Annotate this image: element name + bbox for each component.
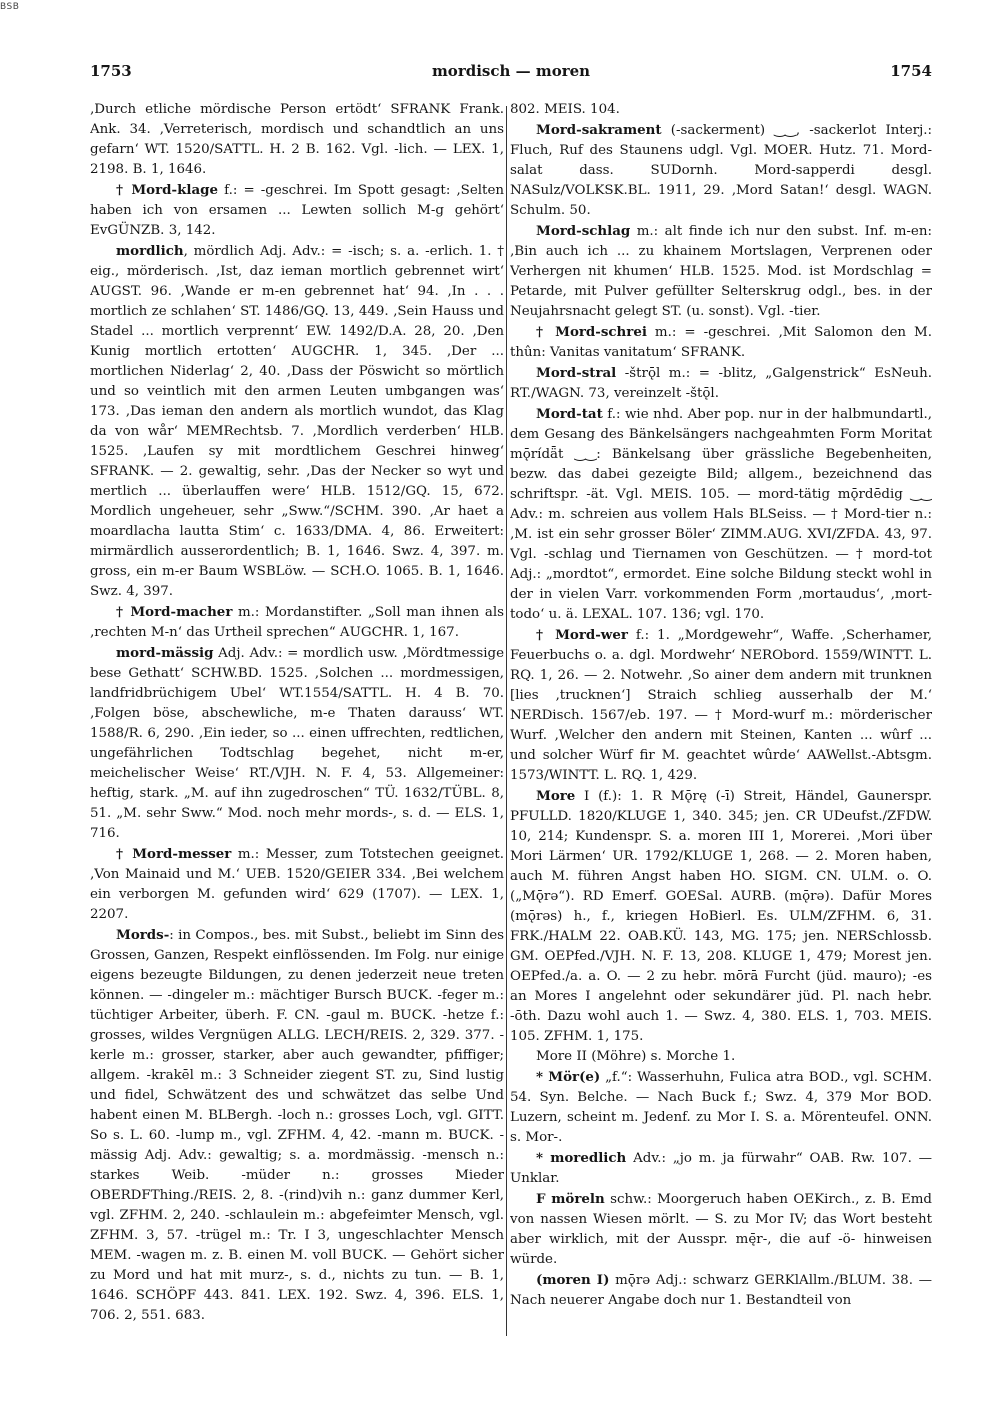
library-stamp: BSB (0, 2, 20, 12)
dictionary-entry (90, 844, 504, 925)
dictionary-entry (510, 1270, 932, 1311)
page-number-right: 1754 (890, 62, 932, 80)
entry-lemma: † Mord-messer (116, 846, 232, 862)
running-title: mordisch — moren (431, 62, 591, 80)
dictionary-entry (90, 100, 504, 180)
entry-lemma: More (536, 788, 576, 804)
entry-lemma: * Mör(e) (536, 1069, 601, 1085)
entry-text: ‚Durch etliche mördische Person ertödt‘ SFRANK Frank. Ank. 34. ‚Verreterisch, mordisch und schandtlich an uns gefarn‘ WT. 1520/SATTL. H. 2 B. 162. Vgl. -lich. — LEX. 1, 2198. B. 1, 1646. (90, 102, 504, 177)
dictionary-entry (510, 625, 932, 786)
dictionary-entry (510, 120, 932, 221)
entry-lemma: † Mord-klage (116, 182, 219, 198)
dictionary-entry (510, 786, 932, 1047)
dictionary-entry (510, 363, 932, 404)
entry-lemma: Mord-sakrament (536, 122, 662, 138)
entry-lemma: * moredlich (536, 1150, 627, 1166)
entry-text: schw.: Moorgeruch haben OEKirch., z. B. Emd von nassen Wiesen mörlt. — S. zu Mor IV; das Wort besteht aber wirklich, mit der Ausspr. mę̄r-, die auf -ö- hinweisen würde. (510, 1192, 932, 1267)
entry-text: mǭrə Adj.: schwarz GERKlAllm./BLUM. 38. — Nach neuerer Angabe doch nur 1. Bestandteil von (510, 1273, 932, 1308)
entry-lemma: Mord-tat (536, 406, 603, 422)
dictionary-entry (90, 925, 504, 1326)
entry-text: , mördlich Adj. Adv.: = -isch; s. a. -erlich. 1. † eig., mörderisch. ‚Ist, daz ieman mortlich gebrennet wirt‘ AUGST. 96. ‚Wande er m-en gebrennet hat‘ 94. ‚In . . . mortlich ze schlahen‘ ST. 1486/GQ. 13, 449. ‚Sein Hauss und Stadel ... mortlich verprennt‘ EW. 1492/D.A. 28, 20. ‚Den Kunig mortlich ertotten‘ AUGCHR. 1, 345. ‚Der ... mortlichen Niderlag‘ 2, 40. ‚Dass der Pöswicht so mörtlich und so veintlich mit den armen Leuten umbgangen was‘ 173. ‚Das ieman den andern als mortlich wundot, das Klag da von wår‘ MEMRechtsb. 7. ‚Mordlich verderben‘ HLB. 1525. ‚Laufen sy mit mordtlichem Geschrei hinweg‘ SFRANK. — 2. gewaltig, sehr. ‚Das der Necker so wyt und mertlich ... überlauffen were‘ HLB. 1512/GQ. 15, 672. Mordlich ungeheuer, sehr „Sww.“/SCHM. 390. ‚Ar haet a moardlacha lautta Stim‘ c. 1633/DMA. 4, 86. Erweitert: mirmärdlich ausserordentlich; B. 1, 1646. Swz. 4, 397. m. gross, ein m-er Baum WSBLöw. — SCH.O. 1065. B. 1, 1646. Swz. 4, 397. (90, 244, 504, 599)
dictionary-entry (90, 602, 504, 643)
column-divider (506, 106, 507, 1336)
entry-text: Adv.: „jo m. ja fürwahr“ OAB. Rw. 107. — Unklar. (510, 1151, 932, 1186)
entry-text: -štrǭl m.: = -blitz, „Galgenstrick“ EsNeuh. RT./WAGN. 73, vereinzelt -štǭl. (510, 366, 932, 401)
dictionary-entry (510, 221, 932, 322)
page-number-left: 1753 (90, 62, 132, 80)
entry-text: f.: = -geschrei. Im Spott gesagt: ‚Selten haben ich von ersamen ... Lewten sollich M-g gehört‘ EvGÜNZB. 3, 142. (90, 183, 504, 238)
entry-lemma: F möreln (536, 1191, 605, 1207)
entry-lemma: † Mord-schrei (536, 324, 647, 340)
entry-text: f.: wie nhd. Aber pop. nur in der halbmundartl., dem Gesang des Bänkelsängers nachgeahmten Form Moritat mǭrídǟt ‿‿: Bänkelsang über grässliche Begebenheiten, bezw. das dabei gezeigte Bild; allgem., bezeichnend das schriftspr. -ät. Vgl. MEIS. 105. — mord-tätig mǭrdēdig ‿‿ Adv.: m. schreien aus vollem Hals BLSeiss. — † Mord-tier n.: ‚M. ist ein sehr grosser Böler‘ ZIMM.AUG. XVI/ZFDA. 43, 97. Vgl. -schlag und Tiernamen von Geschützen. — † mord-tot Adj.: „mordtot“, ermordet. Eine solche Bildung steckt wohl in der in vielen Varr. vorkommenden Form ‚mortaudus‘, ‚mort-todo‘ u. ä. LEXAL. 107. 136; vgl. 170. (510, 407, 932, 622)
entry-lemma: Mords- (116, 927, 170, 943)
entry-text: m.: Messer, zum Totstechen geeignet. ‚Von Mainaid und M.‘ UEB. 1520/GEIER 334. ‚Bei welchem ein verborgen M. gefunden wird‘ 629 (1707). — LEX. 1, 2207. (90, 847, 504, 922)
entry-lemma: mordlich (116, 243, 184, 259)
dictionary-entry (510, 322, 932, 363)
dictionary-entry (510, 100, 932, 120)
dictionary-entry (90, 180, 504, 241)
page-header (90, 62, 932, 82)
entry-text: Adj. Adv.: = mordlich usw. ‚Mördtmessige bese Gethatt‘ SCHW.BD. 1525. ‚Solchen ... mordmessigen, landfridbrüchigem Ubel‘ WT.1554/SATTL. H. 4 B. 70. ‚Folgen böse, abschewliche, m-e Thaten darauss‘ WT. 1588/R. 6, 290. ‚Ein ieder, so ... einen uffrechten, redtlichen, ungefährlichen Todtschlag begehet, nicht m-er, meichelischer Weise‘ RT./VJH. N. F. 4, 53. Allgemeiner: heftig, stark. „M. auf ihn zugedroschen“ TÜ. 1632/TÜBL. 8, 51. „M. sehr Sww.“ Mod. noch mehr mords-, s. d. — ELS. 1, 716. (90, 646, 504, 841)
dictionary-entry (510, 1047, 932, 1067)
dictionary-entry (510, 1148, 932, 1189)
entry-text: I (f.): 1. R Mǭrę (-ī) Streit, Händel, Gaunerspr. PFULLD. 1820/KLUGE 1, 340. 345; jen. CR UDeufst./ZFDW. 10, 214; Kundenspr. S. a. moren III 1, Morerei. ‚Mori über Mori Lärmen‘ UR. 1792/KLUGE 1, 268. — 2. Moren haben, auch M. führen Angst haben HO. SIGM. CN. ULM. o. O. („Mǭrə“). RD Emerf. GOESal. AURB. (mǭrə). Dafür Mores (mǭrəs) h., f., kriegen HoBierl. Es. ULM/ZFHM. 6, 31. FRK./HALM 22. OAB.KÜ. 143, MG. 175; jen. NERSchlossb. GM. OEPfed./VJH. N. F. 13, 208. KLUGE 1, 479; Morest jen. OEPfed./a. a. O. — 2 zu hebr. mōrā Furcht (jüd. mauro); -es an Mores I angelehnt oder sekundärer jüd. Pl. nach hebr. -ōth. Dazu wohl auch 1. — Swz. 4, 380. ELS. 1, 703. MEIS. 105. ZFHM. 1, 175. (510, 789, 932, 1044)
entry-lemma: Mord-schlag (536, 223, 631, 239)
entry-text: (-sackerment) ‿‿, -sackerlot Interj.: Fluch, Ruf des Staunens udgl. Vgl. MOER. Hutz. 71. Mord-salat dass. SUDornh. Mord-sapperdi desgl. NASulz/VOLKSK.BL. 1911, 29. ‚Mord Satan!‘ desgl. WAGN. Schulm. 50. (510, 123, 932, 218)
entry-lemma: † Mord-macher (116, 604, 233, 620)
entry-lemma: Mord-stral (536, 365, 617, 381)
entry-text: m.: = -geschrei. ‚Mit Salomon den M. thûn: Vanitas vanitatum‘ SFRANK. (510, 325, 932, 360)
entry-lemma: mord-mässig (116, 645, 214, 661)
entry-text: m.: alt finde ich nur den subst. Inf. m-en: ‚Bin auch ich ... zu khainem Mortslagen, Verprenen oder Verhergen nit khumen‘ HLB. 1525. Mod. ist Mordschlag = Petarde, mit Pulver gefüllter Selterskrug odgl., bes. in der Neujahrsnacht gelegt ST. (u. sonst). Vgl. -tier. (510, 224, 932, 319)
entry-text: „f.“: Wasserhuhn, Fulica atra BOD., vgl. SCHM. 54. Syn. Belche. — Nach Buck f.; Swz. 4, 379 Mor BOD. Luzern, scheint m. Jedenf. zu Mor I. S. a. Mörenteufel. ONN. s. Mor-. (510, 1070, 932, 1145)
entry-text: m.: Mordanstifter. „Soll man ihnen als ‚rechten M-n‘ das Urtheil sprechen“ AUGCHR. 1, 167. (90, 605, 504, 640)
entry-lemma: (moren I) (536, 1272, 610, 1288)
dictionary-entry (510, 1189, 932, 1270)
dictionary-entry (510, 1067, 932, 1148)
entry-lemma: † Mord-wer (536, 627, 628, 643)
dictionary-entry (90, 241, 504, 602)
left-column (90, 100, 504, 1326)
entry-text: f.: 1. „Mordgewehr“, Waffe. ‚Scherhamer, Feuerbuchs o. a. dgl. Mordwehr‘ NERObord. 1559/WINTT. L. RQ. 1, 26. — 2. Notwehr. ‚So ainer dem andern mit trunknen [lies ‚trucknen‘] Straich schlieg ausserhalb der M.‘ NERDisch. 1567/eb. 197. — † Mord-wurf m.: mörderischer Wurf. ‚Welcher den andern mit Steinen, Kanten ... wûrf ... und solcher Würf fir M. geachtet wûrde‘ AAWellst.-Abtsgm. 1573/WINTT. L. RQ. 1, 429. (510, 628, 932, 783)
dictionary-entry (510, 404, 932, 625)
entry-text: 802. MEIS. 104. (510, 102, 620, 117)
dictionary-entry (90, 643, 504, 844)
right-column (510, 100, 932, 1311)
entry-text: : in Compos., bes. mit Subst., beliebt im Sinn des Grossen, Ganzen, Respekt einflössenden. Im Folg. nur einige eigens bezeugte Bildungen, zu denen jederzeit neue treten können. — -dingeler m.: mächtiger Bursch BUCK. -feger m.: tüchtiger Arbeiter, überh. F. CN. -gaul m. BUCK. -hetze f.: grosses, wildes Vergnügen ALLG. LECH/REIS. 2, 329. 377. -kerle m.: grosser, starker, aber auch gewandter, pfiffiger; allgem. -krakēl m.: 3 Schneider ziegent ST. zu, Sind lustig und fidel, Schwätzent des und schwätzet das selbe Und habent einen M. BLBergh. -loch n.: grosses Loch, vgl. GITT. So s. L. 60. -lump m., vgl. ZFHM. 4, 42. -mann m. BUCK. -mässig Adj. Adv.: gewaltig; s. a. mordmässig. -mensch n.: starkes Weib. -müder n.: grosses Mieder OBERDFThing./REIS. 2, 8. -(rind)vih n.: ganz dummer Kerl, vgl. ZFHM. 2, 240. -schlaulein m.: abgefeimter Mensch, vgl. ZFHM. 3, 57. -trügel m.: Tr. I 3, ungeschlachter Mensch MEM. -wagen m. z. B. einen M. voll BUCK. — Gehört sicher zu Mord und hat mit murz-, s. d., nichts zu tun. — B. 1, 1646. SCHÖPF 443. 841. LEX. 192. Swz. 4, 396. ELS. 1, 706. 2, 551. 683. (90, 928, 504, 1323)
entry-text: More II (Möhre) s. Morche 1. (536, 1049, 736, 1064)
